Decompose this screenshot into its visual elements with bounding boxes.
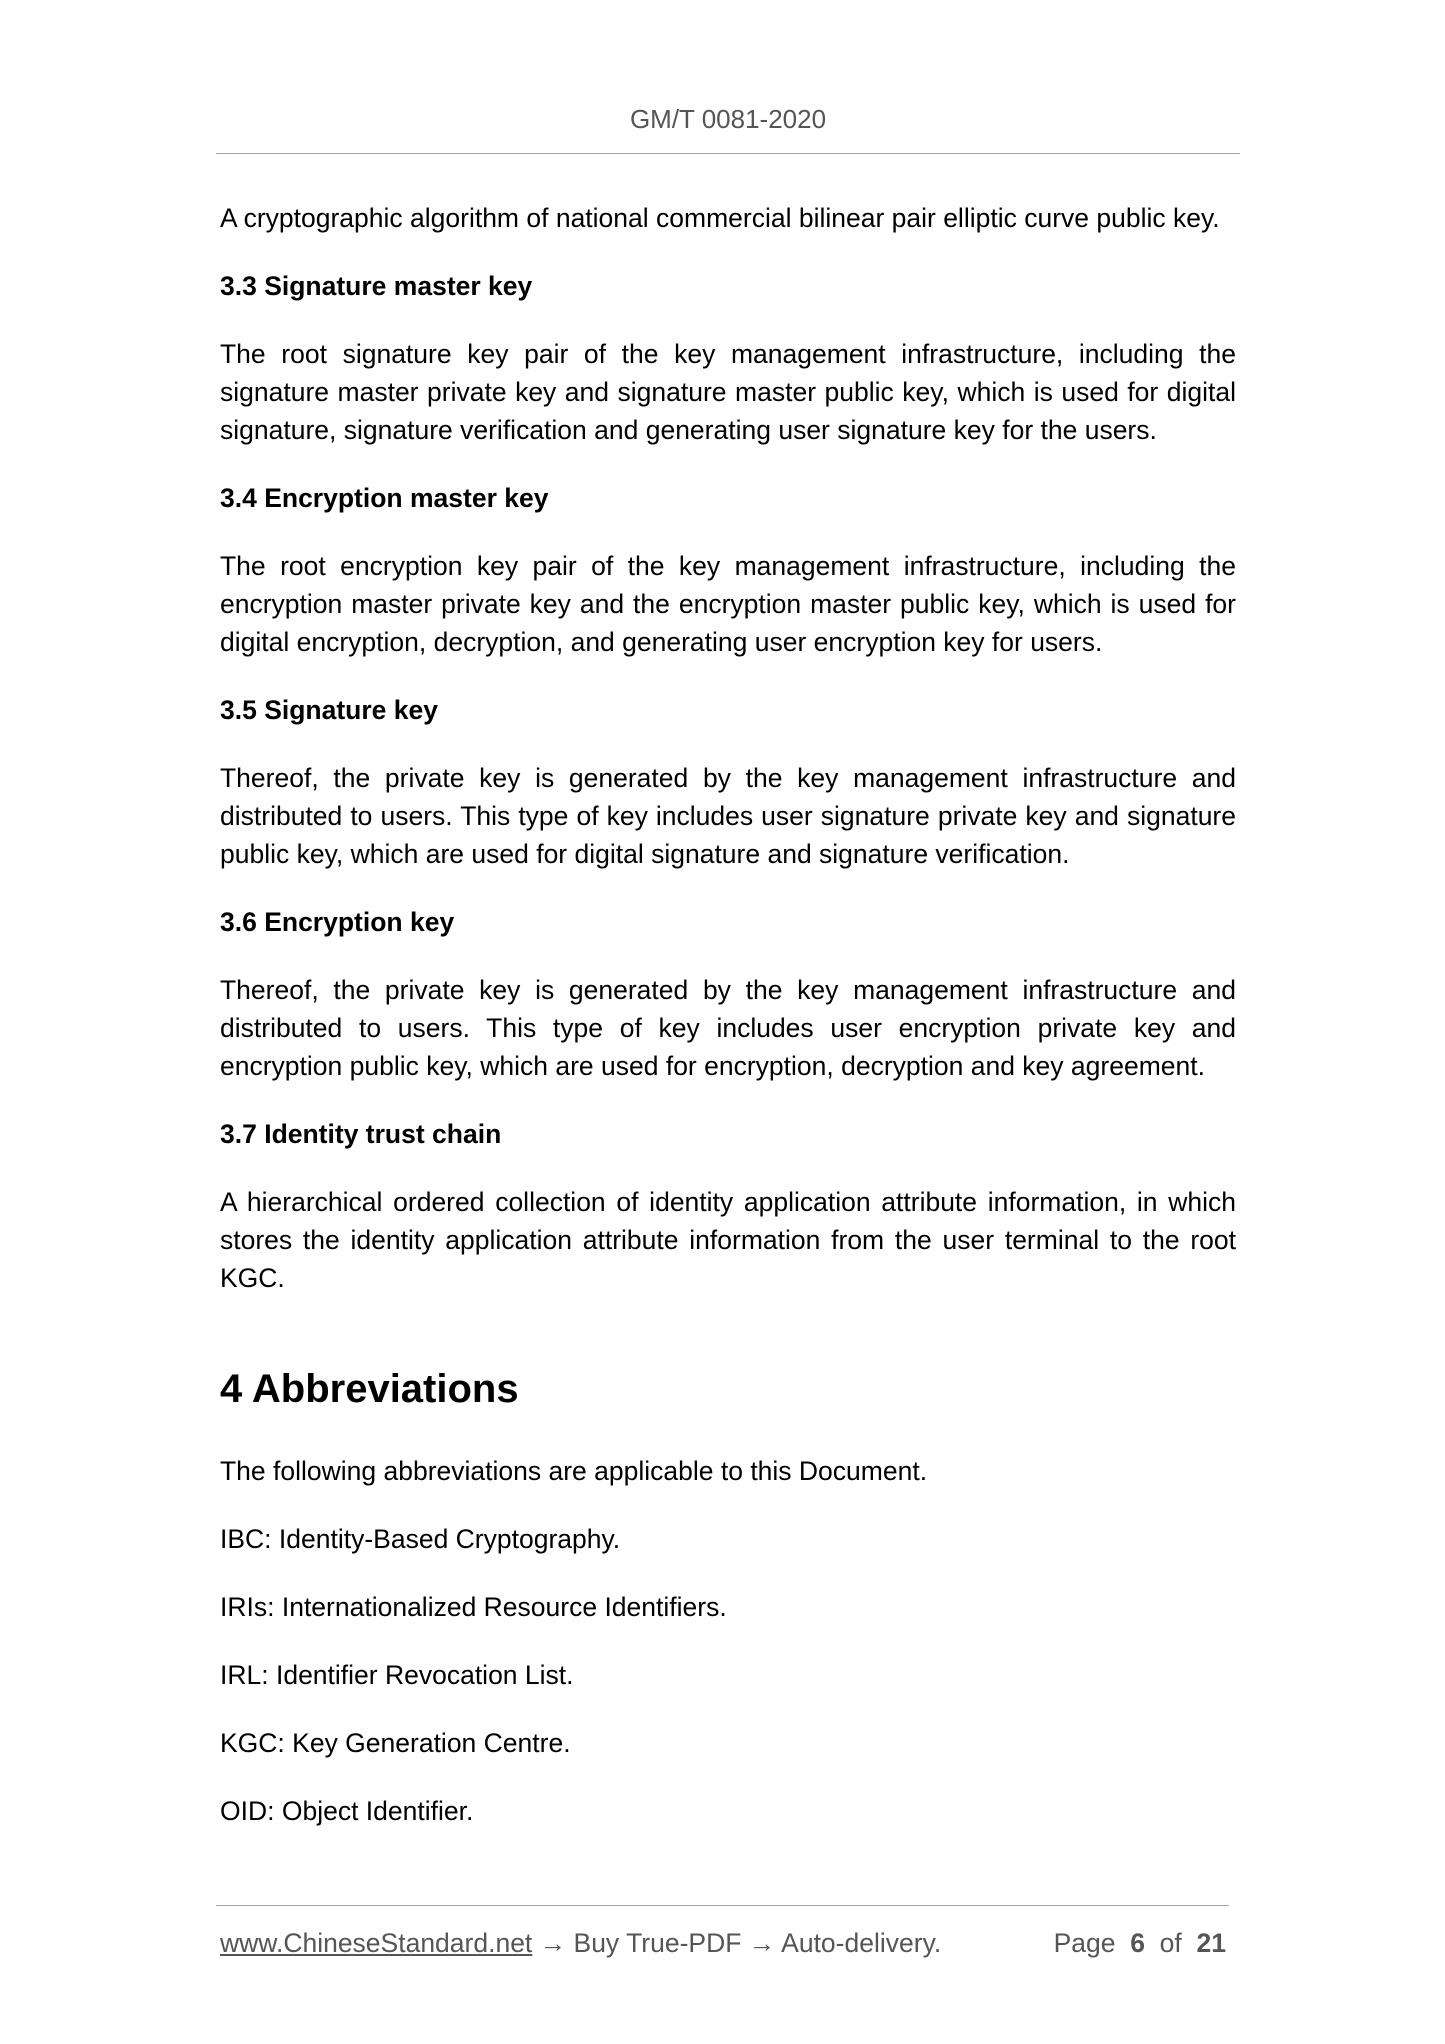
page-body bbox=[220, 199, 1236, 1860]
section-3-5-heading: 3.5 Signature key bbox=[220, 695, 438, 725]
section-3-4-heading: 3.4 Encryption master key bbox=[220, 483, 549, 513]
abbreviation-item: KGC: Key Generation Centre. bbox=[220, 1728, 571, 1758]
total-pages-number: 21 bbox=[1196, 1928, 1226, 1958]
abbreviation-item: OID: Object Identifier. bbox=[220, 1796, 474, 1826]
current-page-number: 6 bbox=[1130, 1928, 1145, 1958]
abbreviations-heading: 4 Abbreviations bbox=[220, 1367, 519, 1411]
section-3-4-body: The root encryption key pair of the key management infrastructure, including the encryption master private key and the encryption master public key, which is used for digital encryption, decryption, and generating user encryption key for users. bbox=[220, 551, 1236, 657]
section-3-5-body: Thereof, the private key is generated by the key management infrastructure and distributed to users. This type of key includes user signature private key and signature public key, which are used for digital signature and signature verification. bbox=[220, 763, 1236, 869]
abbreviation-item: IRIs: Internationalized Resource Identifiers. bbox=[220, 1592, 727, 1622]
section-3-6-heading: 3.6 Encryption key bbox=[220, 907, 455, 937]
document-id-header: GM/T 0081-2020 bbox=[629, 104, 827, 134]
section-3-7-heading: 3.7 Identity trust chain bbox=[220, 1119, 502, 1149]
page-label: Page bbox=[1053, 1928, 1116, 1958]
intro-paragraph: A cryptographic algorithm of national commercial bilinear pair elliptic curve public key. bbox=[220, 203, 1220, 233]
header-divider bbox=[216, 153, 1240, 154]
section-3-3-heading: 3.3 Signature master key bbox=[220, 271, 533, 301]
footer-tagline: → Buy True-PDF → Auto-delivery. bbox=[532, 1928, 942, 1958]
section-3-7-body: A hierarchical ordered collection of identity application attribute information, in which stores the identity application attribute information from the user terminal to the root KGC. bbox=[220, 1187, 1236, 1293]
abbreviation-item: IRL: Identifier Revocation List. bbox=[220, 1660, 574, 1690]
section-3-3-body: The root signature key pair of the key management infrastructure, including the signature master private key and signature master public key, which is used for digital signature, signature verification and generating user signature key for the users. bbox=[220, 339, 1236, 445]
abbreviations-intro: The following abbreviations are applicable to this Document. bbox=[220, 1456, 928, 1486]
website-link[interactable]: www.ChineseStandard.net bbox=[220, 1928, 533, 1958]
page-indicator bbox=[1054, 1925, 1226, 1961]
page-of-label: of bbox=[1159, 1928, 1182, 1958]
footer-promo bbox=[220, 1925, 941, 1961]
abbreviation-item: IBC: Identity-Based Cryptography. bbox=[220, 1524, 621, 1554]
footer-divider bbox=[216, 1905, 1229, 1906]
section-3-6-body: Thereof, the private key is generated by the key management infrastructure and distributed to users. This type of key includes user encryption private key and encryption public key, which are used for encryption, decryption and key agreement. bbox=[220, 975, 1236, 1081]
